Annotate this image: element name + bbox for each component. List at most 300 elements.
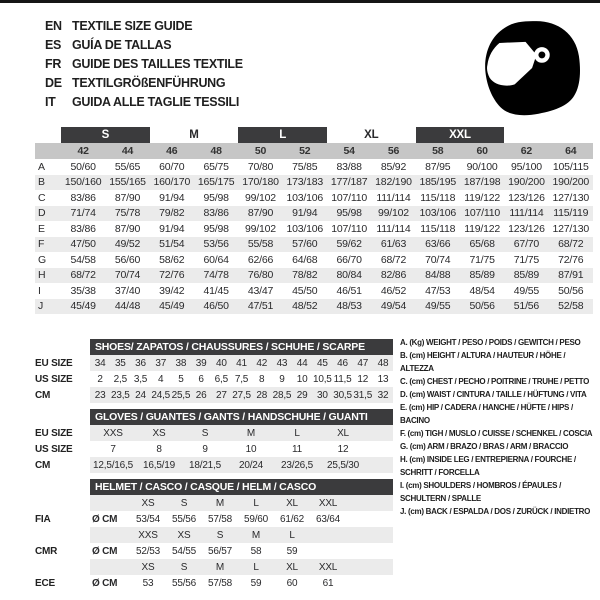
row-label-spacer	[35, 479, 90, 495]
value-cell: 2,5	[113, 373, 127, 385]
table-row	[35, 425, 393, 441]
size-value: 90/100	[466, 160, 498, 173]
column-header: 56	[387, 145, 400, 157]
value-cell: 39	[195, 357, 207, 369]
value-cell: 23	[94, 389, 106, 401]
value-cell: 16,5/19	[143, 459, 175, 471]
row-cells	[90, 441, 393, 457]
value-cell: 57/58	[207, 577, 233, 589]
size-value: 56/60	[114, 253, 141, 266]
size-value: 150/160	[64, 176, 102, 189]
size-value: 60/70	[159, 160, 185, 173]
size-value: 60/64	[203, 253, 229, 266]
unit-label: Ø CM	[92, 513, 118, 525]
column-header: 46	[166, 145, 178, 157]
size-label: S	[180, 561, 188, 573]
value-cell: 13	[377, 373, 389, 385]
size-label: XL	[286, 561, 298, 573]
size-value: 58/62	[159, 253, 185, 266]
size-value: 49/54	[380, 300, 407, 313]
size-value: 53/56	[203, 238, 229, 251]
legend-item: I. (cm) SHOULDERS / HOMBROS / ÉPAULES / SCHULTERN / SPALLE	[400, 481, 562, 503]
row-label: CM	[35, 459, 51, 471]
size-label: L	[253, 561, 259, 573]
language-title: TEXTILGRÖßENFÜHRUNG	[72, 75, 226, 90]
legend-item: C. (cm) CHEST / PECHO / POITRINE / TRUHE / PETTO	[400, 377, 590, 386]
value-cell: 53	[142, 577, 154, 589]
value-cell: 46	[337, 357, 348, 369]
size-label: XXL	[318, 497, 338, 509]
column-header: 48	[210, 145, 222, 157]
language-code: ES	[45, 37, 62, 52]
size-value: 99/102	[245, 191, 276, 204]
textile-size-table	[35, 127, 593, 314]
size-value: 71/75	[513, 253, 540, 266]
size-value: 50/60	[70, 160, 96, 173]
language-title: GUÍA DE TALLAS	[72, 37, 172, 52]
column-header: 52	[299, 145, 311, 157]
row-cells	[90, 559, 393, 575]
size-label: L	[253, 497, 259, 509]
measure-row-E	[35, 221, 593, 237]
size-value: 45/50	[292, 284, 318, 297]
value-cell: 57/58	[207, 513, 233, 525]
row-letter: G	[38, 253, 46, 266]
size-value: 76/80	[247, 269, 274, 282]
size-value: 127/130	[552, 222, 590, 235]
size-value: 87/95	[425, 160, 451, 173]
size-value: 68/72	[380, 253, 407, 266]
size-value: 119/122	[464, 222, 500, 235]
gloves-header-row	[35, 409, 393, 425]
size-value: 48/53	[336, 300, 362, 313]
size-label: M	[251, 529, 261, 541]
size-value: 51/56	[513, 300, 540, 313]
helmet-size-row	[35, 559, 393, 575]
size-value: 55/65	[114, 160, 141, 173]
measure-row-I	[35, 283, 593, 299]
row-letter: H	[38, 269, 46, 282]
size-value: 46/52	[380, 284, 407, 297]
legend-item: F. (cm) TIGH / MUSLO / CUISSE / SCHENKEL / COSCIA	[400, 429, 593, 438]
size-value: 72/76	[558, 253, 584, 266]
size-value: 48/54	[469, 284, 495, 297]
size-value: 83/86	[70, 222, 96, 235]
value-cell: 8	[156, 443, 162, 455]
language-row	[45, 35, 243, 54]
row-cells	[90, 355, 393, 371]
size-value: 107/110	[464, 207, 500, 220]
value-cell: 32	[377, 389, 389, 401]
size-value: 68/72	[70, 269, 96, 282]
size-value: 47/50	[70, 238, 96, 251]
value-cell: 25,5	[171, 389, 191, 401]
value-cell: 59	[250, 577, 262, 589]
row-label: US SIZE	[35, 443, 73, 455]
value-cell: 59/60	[243, 513, 269, 525]
language-title: GUIDE DES TAILLES TEXTILE	[72, 56, 243, 71]
size-value: 45/49	[70, 300, 96, 313]
legend-item: B. (cm) HEIGHT / ALTURA / HAUTEUR / HÖHE / ALTEZZA	[400, 351, 566, 373]
size-value: 99/102	[378, 207, 409, 220]
value-cell: 63/64	[315, 513, 341, 525]
size-value: 61/63	[380, 238, 407, 251]
row-label-spacer	[35, 527, 90, 543]
size-value: 95/98	[203, 222, 229, 235]
value-cell: 5	[178, 373, 184, 385]
row-letter: B	[38, 176, 45, 189]
value-cell: 23/26,5	[281, 459, 313, 471]
size-value: 46/51	[336, 284, 362, 297]
value-cell: M	[246, 427, 256, 439]
value-cell: 3,5	[133, 373, 148, 385]
shoes-table	[35, 339, 393, 403]
size-label: M	[215, 561, 225, 573]
value-cell: 31,5	[353, 389, 373, 401]
value-cell: 61	[322, 577, 334, 589]
row-letter: I	[38, 284, 41, 297]
size-value: 95/100	[510, 160, 542, 173]
size-label: XS	[177, 529, 191, 541]
size-value: 67/70	[513, 238, 540, 251]
size-value: 43/47	[247, 284, 274, 297]
value-cell: 12	[337, 443, 349, 455]
size-value: 127/130	[552, 191, 590, 204]
value-cell: 45	[316, 357, 328, 369]
value-cell: 12	[357, 373, 369, 385]
column-header: 62	[520, 145, 533, 157]
size-value: 190/200	[552, 176, 590, 189]
size-value: 85/92	[380, 160, 407, 173]
table-row	[35, 371, 393, 387]
legend-item: D. (cm) WAIST / CINTURA / TAILLE / HÜFTUNG / VITA	[400, 390, 587, 399]
size-value: 54/58	[70, 253, 96, 266]
language-row	[45, 54, 243, 73]
size-value: 64/68	[292, 253, 318, 266]
corner-cell	[35, 143, 61, 159]
size-value: 47/53	[425, 284, 451, 297]
size-value: 115/118	[420, 222, 456, 235]
language-title-list	[45, 16, 243, 111]
size-value: 79/82	[159, 207, 185, 220]
measure-row-H	[35, 268, 593, 284]
size-band-m: M	[189, 129, 199, 141]
size-label: XS	[141, 497, 155, 509]
size-label: L	[289, 529, 295, 541]
size-value: 75/78	[114, 207, 141, 220]
value-cell: S	[201, 427, 209, 439]
band-spacer	[504, 127, 548, 143]
value-cell: 38	[175, 357, 187, 369]
column-header: 44	[121, 145, 134, 157]
value-cell: 61/62	[279, 513, 305, 525]
value-cell: 10	[296, 373, 308, 385]
size-value: 46/50	[203, 300, 229, 313]
size-value: 68/72	[558, 238, 584, 251]
column-header: 60	[476, 145, 488, 157]
band-spacer	[35, 127, 61, 143]
row-letter: E	[38, 222, 45, 235]
column-header: 58	[432, 145, 444, 157]
language-row	[45, 92, 243, 111]
size-value: 51/54	[159, 238, 185, 251]
row-cells	[90, 575, 393, 591]
value-cell: 34	[94, 357, 106, 369]
size-value: 71/74	[70, 207, 96, 220]
size-value: 91/94	[159, 191, 185, 204]
size-value: 50/56	[558, 284, 584, 297]
column-header-row	[35, 143, 593, 159]
column-header: 42	[77, 145, 89, 157]
row-cells	[90, 527, 393, 543]
size-value: 173/183	[286, 176, 324, 189]
size-value: 44/48	[114, 300, 141, 313]
helmet-value-row	[35, 543, 393, 559]
size-value: 123/126	[508, 191, 545, 204]
row-letter: D	[38, 207, 46, 220]
value-cell: 10	[245, 443, 257, 455]
row-label-spacer	[35, 559, 90, 575]
size-value: 115/118	[420, 191, 456, 204]
gloves-table	[35, 409, 393, 473]
row-cells	[90, 387, 393, 403]
size-value: 59/62	[336, 238, 362, 251]
table-row	[35, 441, 393, 457]
table-row	[35, 457, 393, 473]
size-value: 107/110	[331, 222, 368, 235]
value-cell: 30	[316, 389, 328, 401]
value-cell: 12,5/16,5	[93, 459, 133, 471]
value-cell: 27,5	[232, 389, 251, 401]
lower-tables	[35, 339, 393, 597]
language-row	[45, 73, 243, 92]
value-cell: 8	[259, 373, 265, 385]
helmet-rows	[35, 495, 393, 591]
size-value: 55/58	[247, 238, 274, 251]
row-label-spacer	[35, 495, 90, 511]
row-cells	[90, 511, 393, 527]
value-cell: 2	[97, 373, 103, 385]
value-cell: 11	[292, 443, 302, 455]
shoes-header-row	[35, 339, 393, 355]
value-cell: 6	[198, 373, 204, 385]
row-label: US SIZE	[35, 373, 73, 385]
size-label: XL	[286, 497, 298, 509]
unit-label: Ø CM	[92, 577, 118, 589]
size-value: 87/90	[114, 222, 141, 235]
value-cell: 40	[215, 357, 227, 369]
value-cell: 36	[135, 357, 146, 369]
value-cell: 30,5	[333, 389, 352, 401]
row-cells	[90, 495, 393, 511]
value-cell: XXS	[103, 427, 123, 439]
size-value: 95/98	[336, 207, 362, 220]
value-cell: 29	[296, 389, 308, 401]
value-cell: 60	[286, 577, 298, 589]
measure-row-F	[35, 237, 593, 253]
size-band-l: L	[238, 127, 327, 143]
size-value: 47/51	[247, 300, 274, 313]
size-value: 123/126	[508, 222, 545, 235]
row-letter: A	[38, 160, 45, 173]
size-value: 85/89	[469, 269, 495, 282]
size-value: 49/55	[513, 284, 540, 297]
column-header: 54	[343, 145, 355, 157]
size-value: 185/195	[419, 176, 457, 189]
size-value: 39/42	[159, 284, 185, 297]
measure-row-J	[35, 299, 593, 315]
racing-helmet-icon	[481, 19, 581, 117]
helmet-value-row	[35, 575, 393, 591]
row-letter: J	[38, 300, 44, 313]
size-value: 80/84	[336, 269, 362, 282]
value-cell: 9	[202, 443, 208, 455]
size-value: 91/94	[159, 222, 185, 235]
size-label: XXS	[138, 529, 158, 541]
value-cell: 41	[236, 357, 247, 369]
helmet-value-row	[35, 511, 393, 527]
helmet-table	[35, 479, 393, 591]
size-value: 84/88	[425, 269, 451, 282]
value-cell: 42	[256, 357, 268, 369]
row-letter: F	[38, 238, 45, 251]
value-cell: 27	[215, 389, 227, 401]
value-cell: 43	[276, 357, 288, 369]
size-value: 103/106	[419, 207, 457, 220]
gloves-rows	[35, 425, 393, 473]
language-title: GUIDA ALLE TAGLIE TESSILI	[72, 94, 240, 109]
size-value: 72/76	[159, 269, 185, 282]
helmet-size-row	[35, 495, 393, 511]
value-cell: 4	[158, 373, 164, 385]
value-cell: 52/53	[135, 545, 161, 557]
size-value: 66/70	[336, 253, 362, 266]
value-cell: XL	[337, 427, 349, 439]
value-cell: 9	[279, 373, 285, 385]
legend-item: J. (cm) BACK / ESPALDA / DOS / ZURÜCK / INDIETRO	[400, 507, 591, 516]
value-cell: 37	[155, 357, 167, 369]
value-cell: 25,5/30	[327, 459, 359, 471]
size-value: 83/86	[70, 191, 96, 204]
value-cell: 28	[256, 389, 268, 401]
size-value: 160/170	[153, 176, 191, 189]
value-cell: 58	[250, 545, 262, 557]
size-value: 119/122	[464, 191, 500, 204]
size-value: 91/94	[292, 207, 318, 220]
size-value: 62/66	[247, 253, 274, 266]
row-cells	[90, 543, 393, 559]
size-value: 111/114	[509, 207, 544, 220]
size-value: 74/78	[203, 269, 229, 282]
size-label: XXL	[318, 561, 338, 573]
value-cell: 35	[114, 357, 126, 369]
size-value: 99/102	[245, 222, 276, 235]
language-code: DE	[45, 75, 62, 90]
size-value: 41/45	[203, 284, 229, 297]
unit-label: Ø CM	[92, 545, 118, 557]
row-cells	[90, 371, 393, 387]
language-code: FR	[45, 56, 62, 71]
row-cells	[90, 425, 393, 441]
size-value: 105/115	[552, 160, 589, 173]
size-value: 57/60	[292, 238, 318, 251]
value-cell: 24,5	[151, 389, 171, 401]
value-cell: L	[294, 427, 300, 439]
value-cell: 11,5	[333, 373, 352, 385]
helmet-section-title: HELMET / CASCO / CASQUE / HELM / CASCO	[90, 479, 393, 495]
value-cell: 23,5	[110, 389, 130, 401]
size-value: 37/40	[114, 284, 141, 297]
size-value: 85/89	[513, 269, 540, 282]
size-value: 103/106	[286, 191, 324, 204]
legend-item: A. (Kg) WEIGHT / PESO / POIDS / GEWITCH / PESO	[400, 338, 581, 347]
size-value: 75/85	[292, 160, 318, 173]
shoes-rows	[35, 355, 393, 403]
size-value: 71/75	[469, 253, 495, 266]
language-code: IT	[45, 94, 56, 109]
measure-row-D	[35, 206, 593, 222]
size-band-s: S	[61, 127, 150, 143]
size-value: 35/38	[70, 284, 96, 297]
value-cell: 28,5	[272, 389, 292, 401]
helmet-size-row	[35, 527, 393, 543]
shoes-section-title: SHOES/ ZAPATOS / CHAUSSURES / SCHUHE / SCARPE	[90, 339, 393, 355]
size-value: 82/86	[380, 269, 407, 282]
measure-row-B	[35, 175, 593, 191]
value-cell: 55/56	[171, 577, 197, 589]
value-cell: XS	[152, 427, 166, 439]
row-label: EU SIZE	[35, 357, 73, 369]
measure-row-G	[35, 252, 593, 268]
value-cell: 44	[296, 357, 308, 369]
size-value: 165/175	[197, 176, 235, 189]
row-label: CMR	[35, 545, 58, 557]
gloves-section-title: GLOVES / GUANTES / GANTS / HANDSCHUHE / GUANTI	[90, 409, 393, 425]
language-code: EN	[45, 18, 62, 33]
row-label: FIA	[35, 513, 51, 525]
table-row	[35, 387, 393, 403]
size-value: 170/180	[242, 176, 279, 189]
size-value: 52/58	[558, 300, 584, 313]
row-label-spacer	[35, 339, 90, 355]
table-row	[35, 355, 393, 371]
legend-item: E. (cm) HIP / CADERA / HANCHE / HÜFTE / HIPS / BACINO	[400, 403, 573, 425]
size-value: 111/114	[376, 222, 411, 235]
size-band-xl: XL	[364, 129, 379, 141]
language-title: TEXTILE SIZE GUIDE	[72, 18, 193, 33]
size-value: 45/49	[159, 300, 185, 313]
size-value: 111/114	[376, 191, 411, 204]
size-label: S	[180, 497, 188, 509]
size-label: S	[216, 529, 224, 541]
column-header: 50	[254, 145, 267, 157]
row-label-spacer	[35, 409, 90, 425]
row-label: EU SIZE	[35, 427, 73, 439]
value-cell: 56/57	[207, 545, 233, 557]
size-value: 63/66	[425, 238, 451, 251]
size-value: 87/90	[247, 207, 274, 220]
value-cell: 7	[110, 443, 116, 455]
size-value: 70/74	[114, 269, 141, 282]
value-cell: 18/21,5	[189, 459, 221, 471]
size-value: 50/56	[469, 300, 495, 313]
size-value: 65/68	[469, 238, 495, 251]
size-value: 49/55	[425, 300, 451, 313]
size-value: 78/82	[292, 269, 318, 282]
size-value: 70/74	[425, 253, 451, 266]
column-header: 64	[565, 145, 577, 157]
size-value: 83/86	[203, 207, 229, 220]
